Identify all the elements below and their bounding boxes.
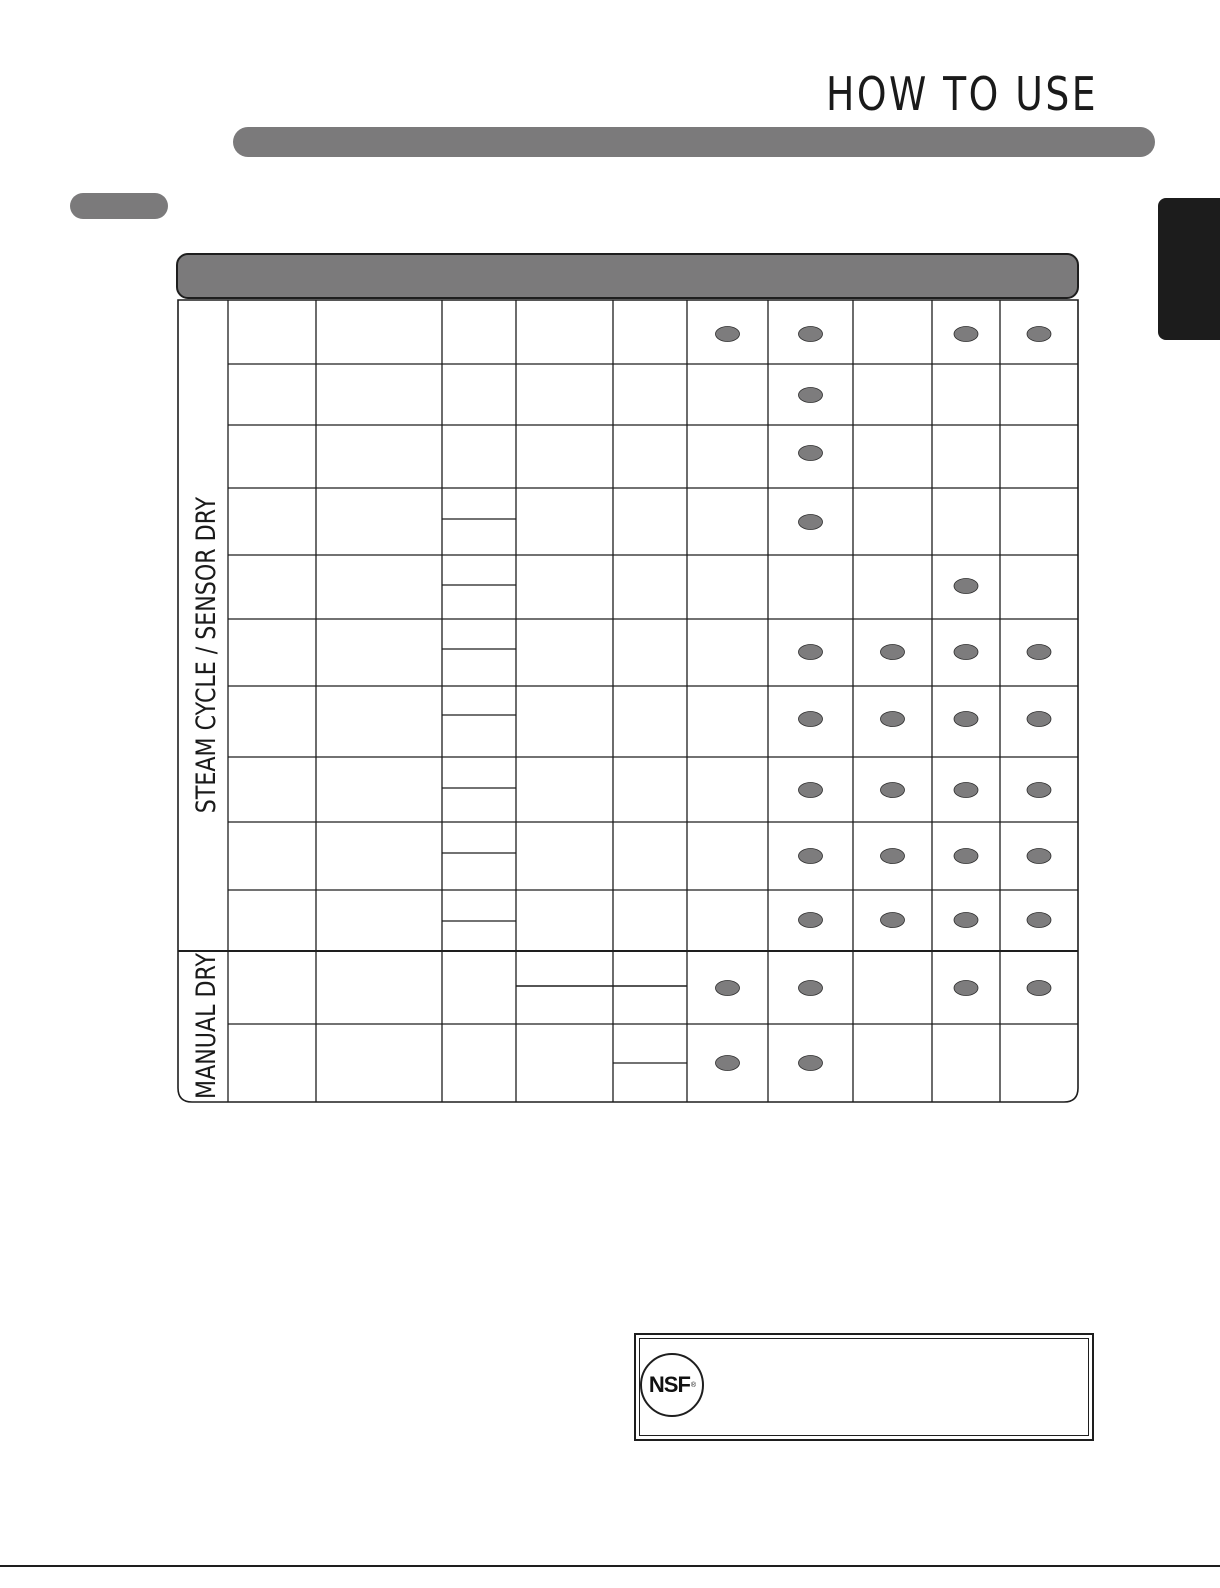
manual-dry-label: MANUAL DRY xyxy=(189,953,222,1099)
table-dot xyxy=(881,783,905,798)
table-dot xyxy=(716,327,740,342)
table-dot xyxy=(954,579,978,594)
table-dot xyxy=(1027,849,1051,864)
table-dot xyxy=(1027,645,1051,660)
table-grid-lines xyxy=(178,300,1078,1102)
table-dot xyxy=(1027,913,1051,928)
table-dot xyxy=(954,849,978,864)
table-dot xyxy=(954,712,978,727)
table-dot xyxy=(799,783,823,798)
table-dot xyxy=(799,515,823,530)
table-dot xyxy=(799,913,823,928)
table-dot xyxy=(799,388,823,403)
table-dot xyxy=(954,913,978,928)
table-dot xyxy=(881,712,905,727)
table-dot xyxy=(954,981,978,996)
table-dot xyxy=(799,645,823,660)
table-dots xyxy=(716,327,1052,1071)
table-dot xyxy=(799,327,823,342)
page-title: HOW TO USE xyxy=(826,67,1099,121)
table-dot xyxy=(881,645,905,660)
table-dot xyxy=(954,327,978,342)
table-dot xyxy=(799,446,823,461)
bottom-rule xyxy=(0,1565,1220,1567)
table-dot xyxy=(1027,981,1051,996)
table-dot xyxy=(1027,712,1051,727)
table-dot xyxy=(799,1056,823,1071)
table-dot xyxy=(1027,327,1051,342)
nsf-logo: NSF ® xyxy=(640,1353,704,1417)
table-dot xyxy=(799,712,823,727)
table-dot xyxy=(881,913,905,928)
steam-cycle-sensor-dry-label: STEAM CYCLE / SENSOR DRY xyxy=(189,496,222,814)
table-dot xyxy=(799,981,823,996)
table-dot xyxy=(716,981,740,996)
table-dot xyxy=(1027,783,1051,798)
table-dot xyxy=(716,1056,740,1071)
table-dot xyxy=(954,645,978,660)
table-dot xyxy=(881,849,905,864)
table-dot xyxy=(799,849,823,864)
table-frame xyxy=(178,300,1078,1102)
table-dot xyxy=(954,783,978,798)
